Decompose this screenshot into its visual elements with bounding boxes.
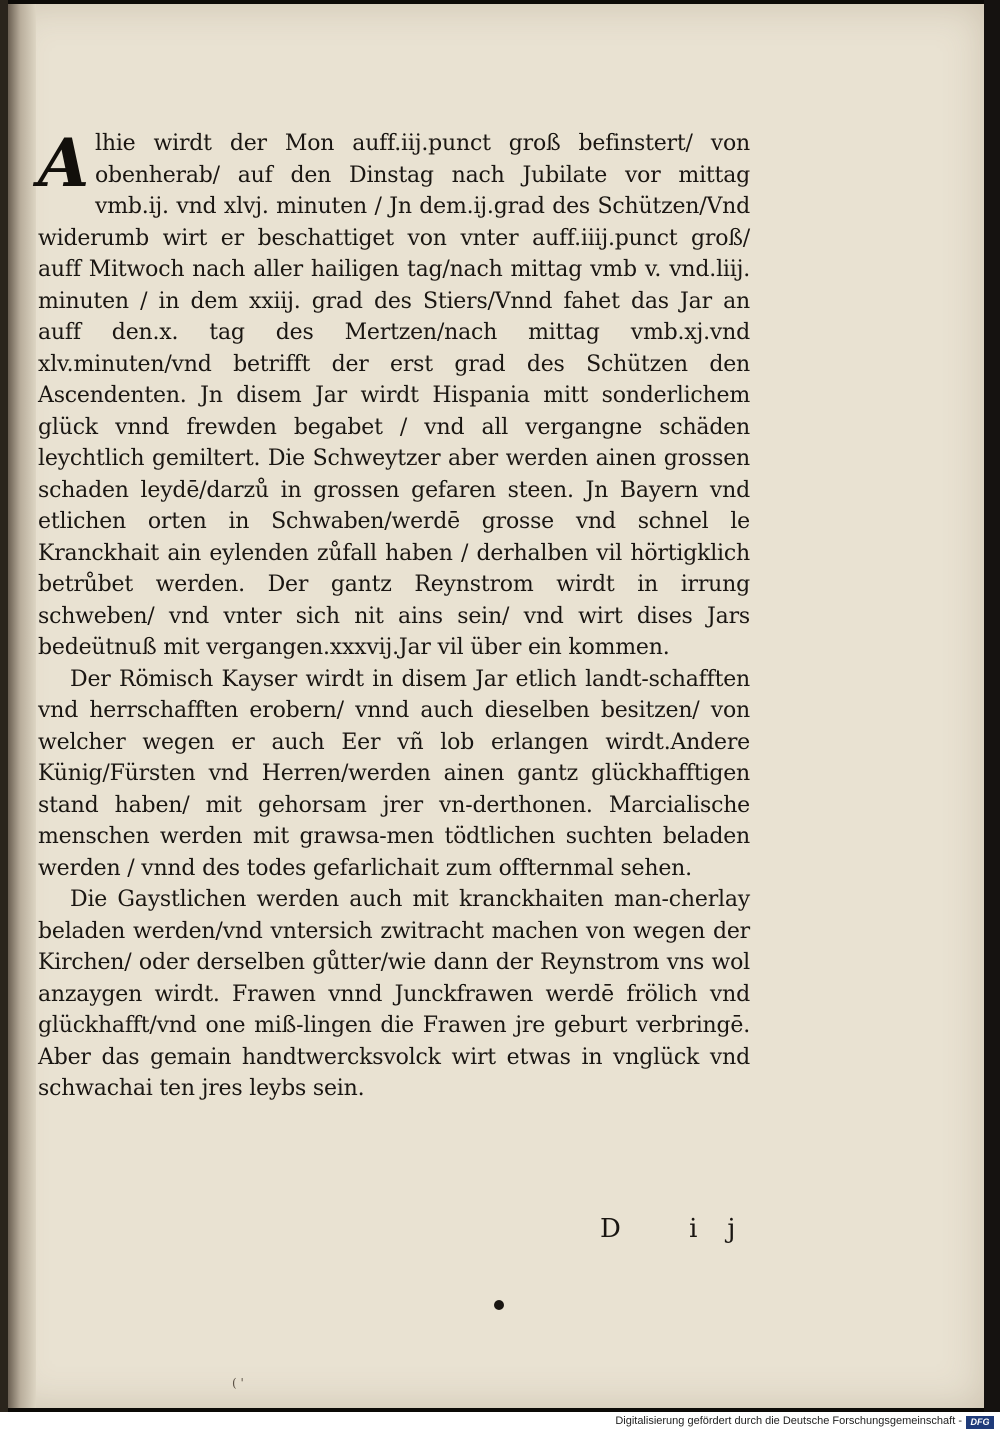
footer-bar xyxy=(0,1412,1000,1432)
signature-mark: D ij xyxy=(600,1214,766,1244)
book-spine-shadow xyxy=(8,4,36,1408)
footer-credit: Digitalisierung gefördert durch die Deutsche Forschungsgemeinschaft - xyxy=(615,1415,962,1427)
body-text xyxy=(38,124,750,1105)
stray-mark: ( ' xyxy=(232,1376,244,1390)
dfg-logo: DFG xyxy=(966,1416,994,1429)
page-left-edge xyxy=(0,0,8,1412)
initial-letter: A xyxy=(38,124,90,202)
page-right-edge xyxy=(984,0,1000,1412)
paragraph-2: Der Römisch Kayser wirdt in disem Jar etlich landt-schafften vnd herrschafften erobern/ vnnd auch dieselben besitzen/ von welcher wegen er auch Eer vñ lob erlangen wirdt.Andere Künig/Fürsten vnd Herren/werden ainen gantz glückhafftigen stand haben/ mit gehorsam jrer vn-derthonen. Marcialische menschen werden mit grawsa-men tödtlichen suchten beladen werden / vnnd des todes gefarlichait zum offternmal sehen. xyxy=(38,666,750,881)
paragraph-1-text: lhie wirdt der Mon auff.iij.punct groß befinstert/ von obenherab/ auf den Dinstag nach Jubilate vor mittag vmb.ij. vnd xlvj. minuten / Jn dem.ij.grad des Schützen/Vnd widerumb wirt er beschattiget von vnter auff.iiij.punct groß/ auff Mitwoch nach aller hailigen tag/nach mittag vmb v. vnd.liij. minuten / in dem xxiij. grad des Stiers/Vnnd fahet das Jar an auff den.x. tag des Mertzen/nach mittag vmb.xj.vnd xlv.minuten/vnd betrifft der erst grad des Schützen den Ascendenten. Jn disem Jar wirdt Hispania mitt sonderlichem glück vnnd frewden begabet / vnd all vergangne schäden leychtlich gemiltert. Die Schweytzer aber werden ainen grossen schaden leydē/darzů in grossen gefaren steen. Jn Bayern vnd etlichen orten in Schwaben/werdē grosse vnd schnel le Kranckhait ain eylenden zůfall haben / derhalben vil hörtigklich betrůbet werden. Der gantz Reynstrom wirdt in irrung schweben/ vnd vnter sich nit ains sein/ vnd wirt dises Jars bedeütnuß mit vergangen.xxxvij.Jar vil über ein kommen. xyxy=(38,131,750,660)
paragraph-1 xyxy=(38,124,750,664)
paragraph-3: Die Gaystlichen werden auch mit kranckhaiten man-cherlay beladen werden/vnd vntersich zwitracht machen von wegen der Kirchen/ oder derselben gůtter/wie dann der Reynstrom vns wol anzaygen wirdt. Frawen vnnd Junckfrawen werdē frölich vnd glückhafft/vnd one miß-lingen die Frawen jre geburt verbringē. Aber das gemain handtwercksvolck wirt etwas in vnglück vnd schwachai ten jres leybs sein. xyxy=(38,887,750,1101)
center-dot xyxy=(494,1300,504,1310)
